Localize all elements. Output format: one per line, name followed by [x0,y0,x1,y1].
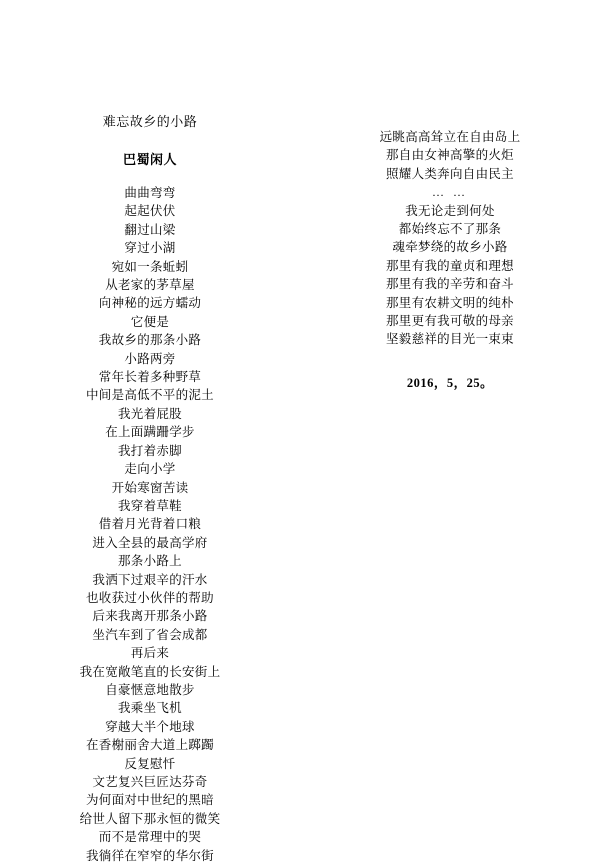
verse-line: 远眺高高耸立在自由岛上 [379,130,521,144]
verse-line: 我徜徉在窄窄的华尔街 [85,848,214,863]
right-verse-list [300,128,600,349]
verse-line: 反复慰忏 [124,756,176,771]
poem-columns [0,112,600,865]
verse-line: 开始寒窗苦读 [111,480,189,495]
verse-line: 文艺复兴巨匠达芬奇 [92,775,208,789]
verse-line-ellipsis: … … [432,185,468,200]
verse-line: 都始终忘不了那条 [398,222,502,237]
verse-line: 借着月光背着口粮 [98,517,202,532]
verse-line: 也收获过小伙伴的帮助 [85,590,214,605]
verse-line: 那里有农耕文明的纯朴 [385,295,514,310]
left-verse-list [0,184,300,865]
date-text: 2016，5，25。 [406,375,494,390]
verse-line: 那里更有我可敬的母亲 [385,314,514,329]
verse-line: 在上面蹒跚学步 [105,425,195,440]
verse-line: 那里有我的童贞和理想 [385,258,514,273]
verse-line: 我在宽敞笔直的长安街上 [79,664,221,679]
left-column [0,112,300,865]
verse-line: 再后来 [130,646,170,661]
verse-line: 后来我离开那条小路 [92,609,208,624]
verse-line: 中间是高低不平的泥土 [85,388,214,403]
verse-line: 我洒下过艰辛的汗水 [92,572,208,587]
verse-line: 穿过小湖 [124,241,176,256]
verse-line: 照耀人类奔向自由民主 [385,166,514,181]
verse-line: 那条小路上 [117,554,182,569]
verse-line: 小路两旁 [124,351,176,366]
verse-line: 我乘坐飞机 [117,701,182,716]
verse-line: 常年长着多种野草 [98,370,202,385]
verse-line: 自豪惬意地散步 [105,682,195,697]
verse-line: 那自由女神高擎的火炬 [385,148,514,163]
page-title: 难忘故乡的小路 [102,114,198,129]
verse-line: 曲曲弯弯 [124,186,176,200]
verse-line: 向神秘的远方蠕动 [98,296,202,311]
verse-line: 我故乡的那条小路 [98,333,202,348]
verse-line: 魂牵梦绕的故乡小路 [392,240,508,255]
author-name: 巴蜀闲人 [122,152,177,167]
verse-line: 它便是 [130,314,170,329]
verse-line: 宛如一条蚯蚓 [111,259,189,274]
verse-line: 进入全县的最高学府 [92,535,208,550]
verse-line: 翻过山梁 [124,222,176,237]
verse-line: 给世人留下那永恒的微笑 [79,811,221,826]
verse-line: 在香榭丽舍大道上踯躅 [85,738,214,753]
verse-line: 起起伏伏 [124,204,176,219]
verse-line: 而不是常理中的哭 [98,830,202,845]
verse-line: 坐汽车到了省会成都 [92,627,208,642]
verse-line: 为何面对中世纪的黑暗 [85,793,214,808]
verse-line: 那里有我的辛劳和奋斗 [385,277,514,292]
verse-line: 坚毅慈祥的目光一束束 [385,332,514,347]
verse-line: 我无论走到何处 [405,203,495,218]
verse-line: 从老家的茅草屋 [105,278,195,293]
verse-line: 穿越大半个地球 [105,719,195,734]
verse-line: 我打着赤脚 [117,443,182,458]
verse-line: 我穿着草鞋 [117,498,182,513]
verse-line: 走向小学 [124,462,176,477]
right-column [300,112,600,391]
verse-line: 我光着屁股 [117,406,182,421]
